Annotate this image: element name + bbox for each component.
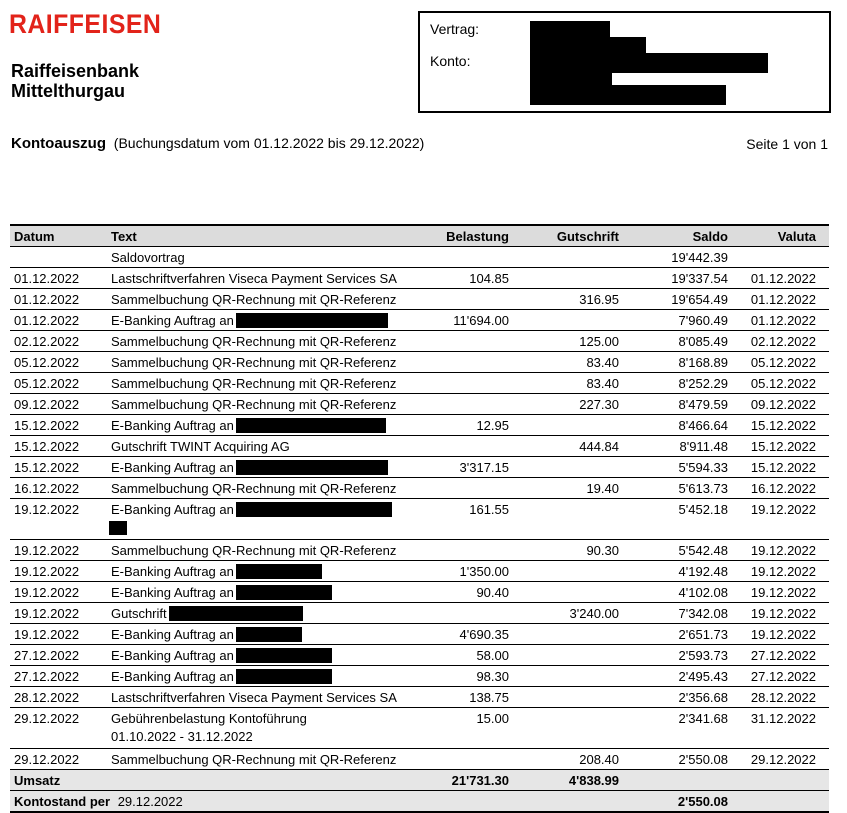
row-date: 19.12.2022: [14, 585, 80, 600]
row-balance: 2'651.73: [678, 627, 728, 642]
col-debit-header: Belastung: [446, 229, 509, 244]
row-balance: 8'911.48: [679, 439, 728, 454]
table-row: [10, 666, 829, 687]
row-text: [111, 355, 396, 370]
col-value-date-header: Valuta: [777, 229, 816, 244]
row-credit: 444.84: [579, 439, 619, 454]
table-row: [10, 499, 829, 540]
row-credit: 125.00: [579, 334, 619, 349]
table-row: [10, 624, 829, 645]
row-text: [111, 711, 307, 744]
table-row: [10, 415, 829, 436]
row-balance: 19'654.49: [671, 292, 728, 307]
row-debit: 161.55: [469, 502, 509, 517]
row-text-main: Sammelbuchung QR-Rechnung mit QR-Referenz: [111, 543, 397, 558]
row-text: [111, 439, 290, 454]
row-text-main: Sammelbuchung QR-Rechnung mit QR-Referenz: [111, 334, 397, 349]
row-value-date: 02.12.2022: [750, 334, 816, 349]
row-debit: 15.00: [476, 711, 509, 726]
row-balance: 8'252.29: [678, 376, 728, 391]
row-value-date: 15.12.2022: [750, 439, 816, 454]
row-text-main: E-Banking Auftrag an: [111, 627, 234, 642]
row-balance: 2'356.68: [678, 690, 728, 705]
row-date: 19.12.2022: [14, 502, 80, 517]
row-balance: 7'960.49: [678, 313, 728, 328]
row-value-date: 05.12.2022: [750, 355, 816, 370]
turnover-credit: 4'838.99: [568, 773, 619, 788]
row-date: 29.12.2022: [14, 711, 80, 726]
table-row: [10, 687, 829, 708]
table-row: [10, 289, 829, 310]
row-value-date: 19.12.2022: [750, 543, 816, 558]
table-header: [10, 224, 829, 247]
row-balance: 2'495.43: [678, 669, 728, 684]
row-date: 29.12.2022: [14, 752, 80, 767]
redaction-block: [236, 502, 392, 517]
row-balance: 5'452.18: [678, 502, 728, 517]
table-row: [10, 310, 829, 331]
row-text-main: Gebührenbelastung Kontoführung: [111, 711, 307, 726]
row-date: 01.12.2022: [14, 313, 80, 328]
row-credit: 83.40: [586, 355, 619, 370]
row-date: 09.12.2022: [14, 397, 80, 412]
statement-period: (Buchungsdatum vom 01.12.2022 bis 29.12.2022): [113, 135, 425, 151]
table-row: [10, 394, 829, 415]
row-text-main: Lastschriftverfahren Viseca Payment Services SA: [111, 690, 397, 705]
table-row: [10, 352, 829, 373]
row-text-main: Sammelbuchung QR-Rechnung mit QR-Referenz: [111, 481, 397, 496]
row-value-date: 15.12.2022: [750, 418, 816, 433]
row-text: [111, 648, 332, 663]
row-text: [111, 460, 388, 475]
row-text: [111, 752, 396, 767]
table-row: [10, 331, 829, 352]
row-balance: 2'593.73: [678, 648, 728, 663]
row-credit: 316.95: [579, 292, 619, 307]
row-value-date: 19.12.2022: [750, 606, 816, 621]
row-value-date: 27.12.2022: [750, 669, 816, 684]
row-credit: 90.30: [586, 543, 619, 558]
table-row: [10, 247, 829, 268]
table-row: [10, 436, 829, 457]
row-date: 19.12.2022: [14, 606, 80, 621]
row-text: [111, 271, 397, 286]
row-debit: 4'690.35: [459, 627, 509, 642]
row-date: 01.12.2022: [14, 271, 80, 286]
redaction-block: [236, 460, 388, 475]
statement-title-main: Kontoauszug: [11, 135, 106, 152]
row-value-date: 19.12.2022: [750, 502, 816, 517]
row-balance: 5'594.33: [678, 460, 728, 475]
row-text-main: E-Banking Auftrag an: [111, 564, 234, 579]
row-date: 19.12.2022: [14, 543, 80, 558]
row-balance: 19'442.39: [671, 250, 728, 265]
table-row: [10, 373, 829, 394]
row-balance: 5'613.73: [678, 481, 728, 496]
row-text: [111, 292, 396, 307]
raiffeisen-logo: RAIFFEISEN: [9, 9, 162, 39]
redaction-block: [236, 313, 388, 328]
row-balance: 4'102.08: [678, 585, 728, 600]
row-debit: 58.00: [476, 648, 509, 663]
row-date: 15.12.2022: [14, 460, 80, 475]
row-text: [111, 397, 396, 412]
row-date: 19.12.2022: [14, 564, 80, 579]
row-date: 02.12.2022: [14, 334, 80, 349]
row-debit: 3'317.15: [459, 460, 509, 475]
col-balance-header: Saldo: [692, 229, 728, 244]
row-debit: 104.85: [469, 271, 509, 286]
row-text: [111, 502, 392, 517]
row-value-date: 05.12.2022: [750, 376, 816, 391]
row-date: 27.12.2022: [14, 669, 80, 684]
row-text-main: Sammelbuchung QR-Rechnung mit QR-Referenz: [111, 355, 397, 370]
table-row: [10, 540, 829, 561]
row-value-date: 28.12.2022: [750, 690, 816, 705]
redaction-block: [109, 521, 127, 535]
row-debit: 138.75: [469, 690, 509, 705]
col-text-header: Text: [111, 229, 137, 244]
row-balance: 7'342.08: [678, 606, 728, 621]
row-balance: 8'168.89: [678, 355, 728, 370]
row-date: 19.12.2022: [14, 627, 80, 642]
redaction-block: [169, 606, 303, 621]
row-value-date: 09.12.2022: [750, 397, 816, 412]
row-text-main: Lastschriftverfahren Viseca Payment Services SA: [111, 271, 397, 286]
row-date: 27.12.2022: [14, 648, 80, 663]
row-text: [111, 606, 303, 621]
row-text: [111, 481, 396, 496]
row-text: [111, 627, 302, 642]
row-date: 05.12.2022: [14, 376, 80, 391]
row-balance: 2'341.68: [678, 711, 728, 726]
row-text-main: Sammelbuchung QR-Rechnung mit QR-Referenz: [111, 752, 397, 767]
contract-label: Vertrag:: [430, 21, 480, 37]
row-date: 05.12.2022: [14, 355, 80, 370]
row-text: [111, 250, 185, 265]
bank-name-line2: Mittelthurgau: [11, 81, 125, 101]
turnover-debit: 21'731.30: [451, 773, 509, 788]
row-value-date: 27.12.2022: [750, 648, 816, 663]
row-credit: 3'240.00: [569, 606, 619, 621]
table-row: [10, 561, 829, 582]
row-text: [111, 543, 396, 558]
table-row: [10, 268, 829, 289]
row-debit: 11'694.00: [453, 313, 509, 328]
row-balance: 5'542.48: [678, 543, 728, 558]
statement-title: [11, 135, 424, 152]
row-text-main: E-Banking Auftrag an: [111, 418, 234, 433]
row-text-main: E-Banking Auftrag an: [111, 669, 234, 684]
closing-balance-row: [10, 791, 829, 813]
account-info-box: [418, 11, 831, 113]
row-balance: 19'337.54: [671, 271, 728, 286]
col-date-header: Datum: [14, 229, 55, 244]
bank-name-line1: Raiffeisenbank: [11, 61, 140, 81]
table-row: [10, 645, 829, 666]
row-value-date: 01.12.2022: [750, 313, 816, 328]
row-credit: 83.40: [586, 376, 619, 391]
row-debit: 90.40: [476, 585, 509, 600]
row-balance: 8'085.49: [678, 334, 728, 349]
redaction-block: [236, 564, 322, 579]
table-row: [10, 457, 829, 478]
row-text: [111, 334, 396, 349]
redaction-block: [530, 85, 726, 105]
row-value-date: 31.12.2022: [750, 711, 816, 726]
row-debit: 12.95: [476, 418, 509, 433]
row-text-main: E-Banking Auftrag an: [111, 313, 234, 328]
row-text-main: E-Banking Auftrag an: [111, 502, 234, 517]
row-text: [111, 376, 396, 391]
row-balance: 8'479.59: [678, 397, 728, 412]
redaction-block: [236, 627, 302, 642]
row-text-main: E-Banking Auftrag an: [111, 648, 234, 663]
row-text: [111, 585, 332, 600]
turnover-label: Umsatz: [14, 773, 61, 788]
redaction-block: [236, 585, 332, 600]
row-text: [111, 690, 397, 705]
closing-date: 29.12.2022: [117, 794, 183, 809]
table-row: [10, 478, 829, 499]
row-date: 15.12.2022: [14, 439, 80, 454]
redaction-block: [236, 648, 332, 663]
row-value-date: 19.12.2022: [750, 585, 816, 600]
row-text: [111, 313, 388, 328]
row-debit: 98.30: [476, 669, 509, 684]
row-value-date: 19.12.2022: [750, 564, 816, 579]
row-credit: 208.40: [579, 752, 619, 767]
row-date: 28.12.2022: [14, 690, 80, 705]
row-value-date: 29.12.2022: [750, 752, 816, 767]
row-text-detail: 01.10.2022 - 31.12.2022: [111, 729, 253, 744]
page-number: Seite 1 von 1: [746, 136, 828, 152]
row-credit: 227.30: [579, 397, 619, 412]
row-text-main: E-Banking Auftrag an: [111, 460, 234, 475]
row-balance: 4'192.48: [678, 564, 728, 579]
redaction-block: [530, 53, 768, 73]
row-value-date: 01.12.2022: [750, 292, 816, 307]
row-text-main: Gutschrift: [111, 606, 167, 621]
row-text: [111, 564, 322, 579]
row-text-main: E-Banking Auftrag an: [111, 585, 234, 600]
closing-label: Kontostand per: [14, 794, 111, 809]
row-value-date: 01.12.2022: [750, 271, 816, 286]
row-text-main: Sammelbuchung QR-Rechnung mit QR-Referenz: [111, 397, 397, 412]
row-value-date: 16.12.2022: [750, 481, 816, 496]
row-date: 16.12.2022: [14, 481, 80, 496]
account-label: Konto:: [430, 53, 471, 69]
redaction-block: [236, 669, 332, 684]
row-balance: 8'466.64: [678, 418, 728, 433]
row-text-main: Sammelbuchung QR-Rechnung mit QR-Referenz: [111, 292, 397, 307]
col-credit-header: Gutschrift: [556, 229, 619, 244]
row-value-date: 19.12.2022: [750, 627, 816, 642]
row-date: 15.12.2022: [14, 418, 80, 433]
table-row: [10, 708, 829, 749]
row-text-main: Sammelbuchung QR-Rechnung mit QR-Referenz: [111, 376, 397, 391]
transactions-table: [10, 224, 829, 813]
row-text-main: Saldovortrag: [111, 250, 185, 265]
redaction-block: [236, 418, 386, 433]
table-row: [10, 603, 829, 624]
table-row: [10, 749, 829, 770]
table-row: [10, 582, 829, 603]
row-debit: 1'350.00: [459, 564, 509, 579]
row-balance: 2'550.08: [678, 752, 728, 767]
bank-name: [11, 61, 139, 101]
row-date: 01.12.2022: [14, 292, 80, 307]
row-credit: 19.40: [586, 481, 619, 496]
row-text-main: Gutschrift TWINT Acquiring AG: [111, 439, 290, 454]
row-text: [111, 669, 332, 684]
row-value-date: 15.12.2022: [750, 460, 816, 475]
turnover-row: [10, 770, 829, 791]
row-text: [111, 418, 386, 433]
closing-balance: 2'550.08: [677, 794, 728, 809]
